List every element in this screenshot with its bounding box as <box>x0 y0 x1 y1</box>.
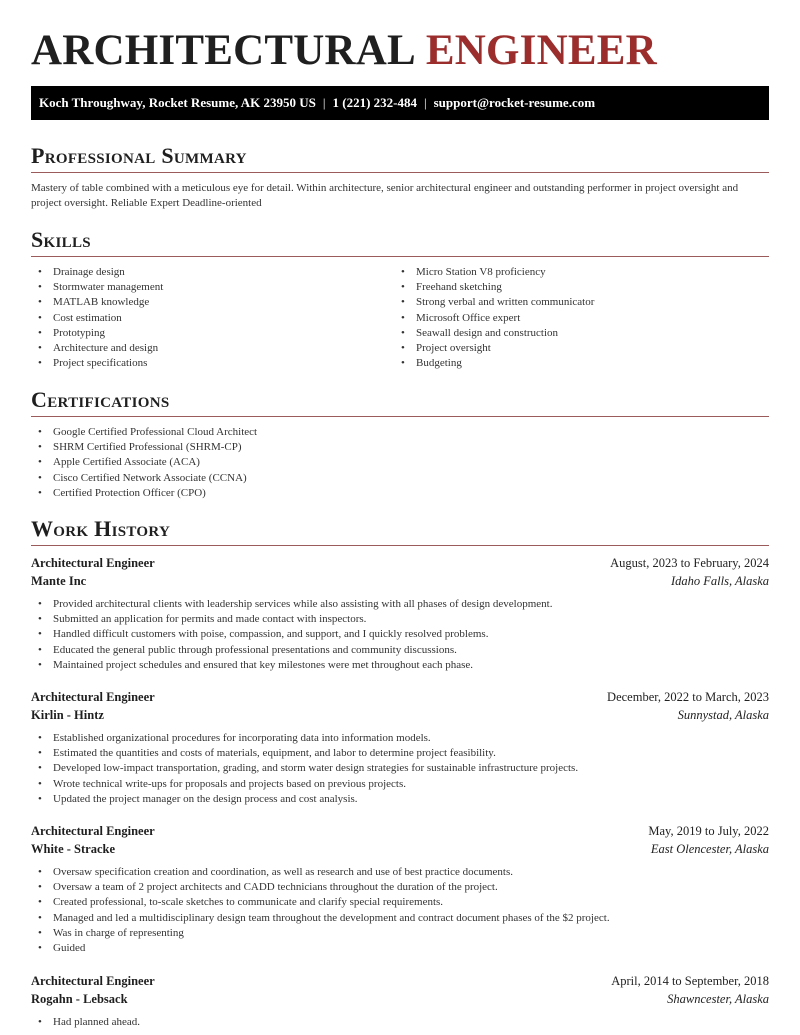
job-dates: August, 2023 to February, 2024 <box>610 556 769 570</box>
section-heading-skills: Skills <box>31 226 769 257</box>
job-bullets <box>31 731 578 807</box>
skill-item: • Freehand sketching <box>394 280 594 295</box>
skill-item: • Drainage design <box>31 265 163 280</box>
job-bullet: • Maintained project schedules and ensured that key milestones were met throughout each phase. <box>31 658 552 673</box>
contact-separator: | <box>424 95 427 110</box>
skill-item: • Prototyping <box>31 326 163 341</box>
job-bullet: • Oversaw specification creation and coordination, as well as research and use of best practice documents. <box>31 865 610 880</box>
job-bullet: • Educated the general public through professional presentations and community discussions. <box>31 643 552 658</box>
job-location: Idaho Falls, Alaska <box>670 574 769 588</box>
skill-item: • Cost estimation <box>31 311 163 326</box>
job-dates: April, 2014 to September, 2018 <box>611 974 769 988</box>
skill-item: • Stormwater management <box>31 280 163 295</box>
job-dates: December, 2022 to March, 2023 <box>607 690 769 704</box>
job-bullet: • Updated the project manager on the design process and cost analysis. <box>31 792 578 807</box>
skill-item: • Project oversight <box>394 341 594 356</box>
job-bullet: • Created professional, to-scale sketches to communicate and clarify special requirements. <box>31 895 610 910</box>
certification-item: • SHRM Certified Professional (SHRM-CP) <box>31 440 257 455</box>
skill-item: • Budgeting <box>394 356 594 371</box>
contact-phone: 1 (221) 232-484 <box>332 95 417 110</box>
section-heading-certifications: Certifications <box>31 386 769 417</box>
job-bullet: • Provided architectural clients with leadership services while also assisting with all phases of design development. <box>31 597 552 612</box>
skill-item: • Seawall design and construction <box>394 326 594 341</box>
skills-list-right <box>394 265 594 371</box>
skill-item: • Architecture and design <box>31 341 163 356</box>
job-bullet: • Was in charge of representing <box>31 926 610 941</box>
job-location: Shawncester, Alaska <box>667 992 769 1006</box>
job-bullet: • Submitted an application for permits and made contact with inspectors. <box>31 612 552 627</box>
job-role: Architectural Engineer <box>31 824 155 838</box>
skill-item: • Project specifications <box>31 356 163 371</box>
job-bullet: • Managed and led a multidisciplinary design team throughout the development and contract document phases of the $2 project. <box>31 911 610 926</box>
skill-item: • Strong verbal and written communicator <box>394 295 594 310</box>
section-heading-summary: Professional Summary <box>31 142 769 173</box>
job-bullet: • Had planned ahead. <box>31 1015 140 1030</box>
resume-title <box>31 26 657 76</box>
job-bullet: • Estimated the quantities and costs of materials, equipment, and labor to determine project feasibility. <box>31 746 578 761</box>
certification-item: • Apple Certified Associate (ACA) <box>31 455 257 470</box>
job-bullet: • Guided <box>31 941 610 956</box>
job-bullet: • Developed low-impact transportation, grading, and storm water design strategies for sustainable infrastructure projects. <box>31 761 578 776</box>
section-heading-work-history: Work History <box>31 515 769 546</box>
job-bullet: • Established organizational procedures for incorporating data into information models. <box>31 731 578 746</box>
job-bullet: • Handled difficult customers with poise, compassion, and support, and I quickly resolved problems. <box>31 627 552 642</box>
job-location: East Olencester, Alaska <box>650 842 769 856</box>
job-bullets <box>31 865 610 956</box>
job-bullets <box>31 1015 140 1030</box>
skills-list-left <box>31 265 163 371</box>
contact-email: support@rocket-resume.com <box>433 95 596 110</box>
summary-text: Mastery of table combined with a meticulous eye for detail. Within architecture, senior architectural engineer and outstanding performer in project oversight and project oversight. Reliable Expert Deadline-oriented <box>31 182 739 209</box>
contact-address: Koch Throughway, Rocket Resume, AK 23950 US <box>39 95 316 110</box>
certification-item: • Google Certified Professional Cloud Architect <box>31 425 257 440</box>
certifications-list <box>31 425 257 501</box>
job-bullets <box>31 597 552 673</box>
job-bullet: • Oversaw a team of 2 project architects and CADD technicians throughout the duration of the project. <box>31 880 610 895</box>
contact-separator: | <box>322 95 326 110</box>
job-role: Architectural Engineer <box>31 556 155 570</box>
job-location: Sunnystad, Alaska <box>677 708 769 722</box>
job-company: White - Stracke <box>31 842 116 856</box>
title-part2: ENGINEER <box>425 27 657 74</box>
skill-item: • MATLAB knowledge <box>31 295 163 310</box>
job-dates: May, 2019 to July, 2022 <box>648 824 769 838</box>
skill-item: • Micro Station V8 proficiency <box>394 265 594 280</box>
job-company: Kirlin - Hintz <box>31 708 104 722</box>
job-bullet: • Wrote technical write-ups for proposals and projects based on previous projects. <box>31 777 578 792</box>
job-company: Mante Inc <box>31 574 87 588</box>
contact-bar <box>31 86 769 120</box>
job-role: Architectural Engineer <box>31 690 155 704</box>
certification-item: • Cisco Certified Network Associate (CCNA) <box>31 471 257 486</box>
job-role: Architectural Engineer <box>31 974 155 988</box>
title-part1: ARCHITECTURAL <box>31 27 416 74</box>
job-company: Rogahn - Lebsack <box>31 992 128 1006</box>
certification-item: • Certified Protection Officer (CPO) <box>31 486 257 501</box>
skill-item: • Microsoft Office expert <box>394 311 594 326</box>
